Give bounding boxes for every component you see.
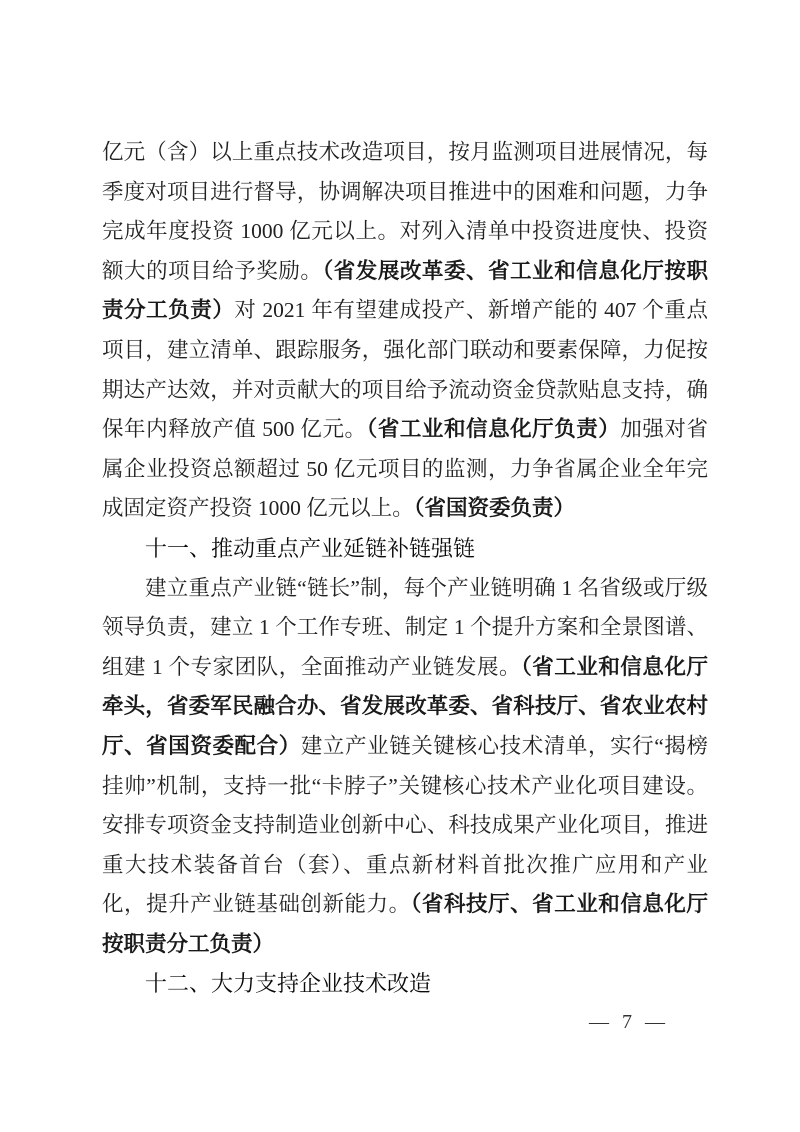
text-run: 十二、大力支持企业技术改造: [145, 971, 432, 997]
responsibility-clause: （省发展改革委、省工业和信息化厅按职责分工负责）: [102, 258, 708, 323]
text-run: 对 2021 年有望建成投产、新增产能的 407 个重点项目，建立清单、跟踪服务，强化部门联动和要素保障，力促按期达产达效，并对贡献大的项目给予流动资金贷款贴息支持，确保年内释放产值 500 亿元。: [102, 298, 708, 442]
section-heading: [102, 964, 708, 1004]
body-paragraph: [102, 133, 708, 529]
responsibility-clause: （省科技厅、省工业和信息化厅按职责分工负责）: [102, 892, 708, 956]
responsibility-clause: （省工业和信息化厅牵头，省委军民融合办、省发展改革委、省科技厅、省农业农村厅、省国资委配合）: [102, 654, 708, 758]
text-run: 亿元（含）以上重点技术改造项目，按月监测项目进展情况，每季度对项目进行督导，协调解决项目推进中的困难和问题，力争完成年度投资 1000 亿元以上。对列入清单中投资进度快、投资额大的项目给予奖励。: [102, 140, 708, 283]
document-body: [102, 133, 708, 1004]
responsibility-clause: （省国资委负责）: [413, 496, 576, 521]
text-run: 建立重点产业链“链长”制，每个产业链明确 1 名省级或厅级领导负责，建立 1 个工作专班、制定 1 个提升方案和全景图谱、组建 1 个专家团队，全面推动产业链发展。: [102, 575, 708, 679]
text-run: 建立产业链关键核心技术清单，实行“揭榜挂帅”机制，支持一批“卡脖子”关键核心技术产业化项目建设。安排专项资金支持制造业创新中心、科技成果产业化项目，推进重大技术装备首台（套）、重点新材料首批次推广应用和产业化，提升产业链基础创新能力。: [102, 733, 708, 917]
text-run: 加强对省属企业投资总额超过 50 亿元项目的监测，力争省属企业全年完成固定资产投资 1000 亿元以上。: [102, 417, 708, 521]
page-number: — 7 —: [589, 1011, 665, 1033]
section-heading: [102, 529, 708, 569]
body-paragraph: [102, 569, 708, 965]
responsibility-clause: （省工业和信息化厅负责）: [366, 417, 621, 442]
text-run: 十一、推动重点产业延链补链强链: [145, 535, 476, 561]
